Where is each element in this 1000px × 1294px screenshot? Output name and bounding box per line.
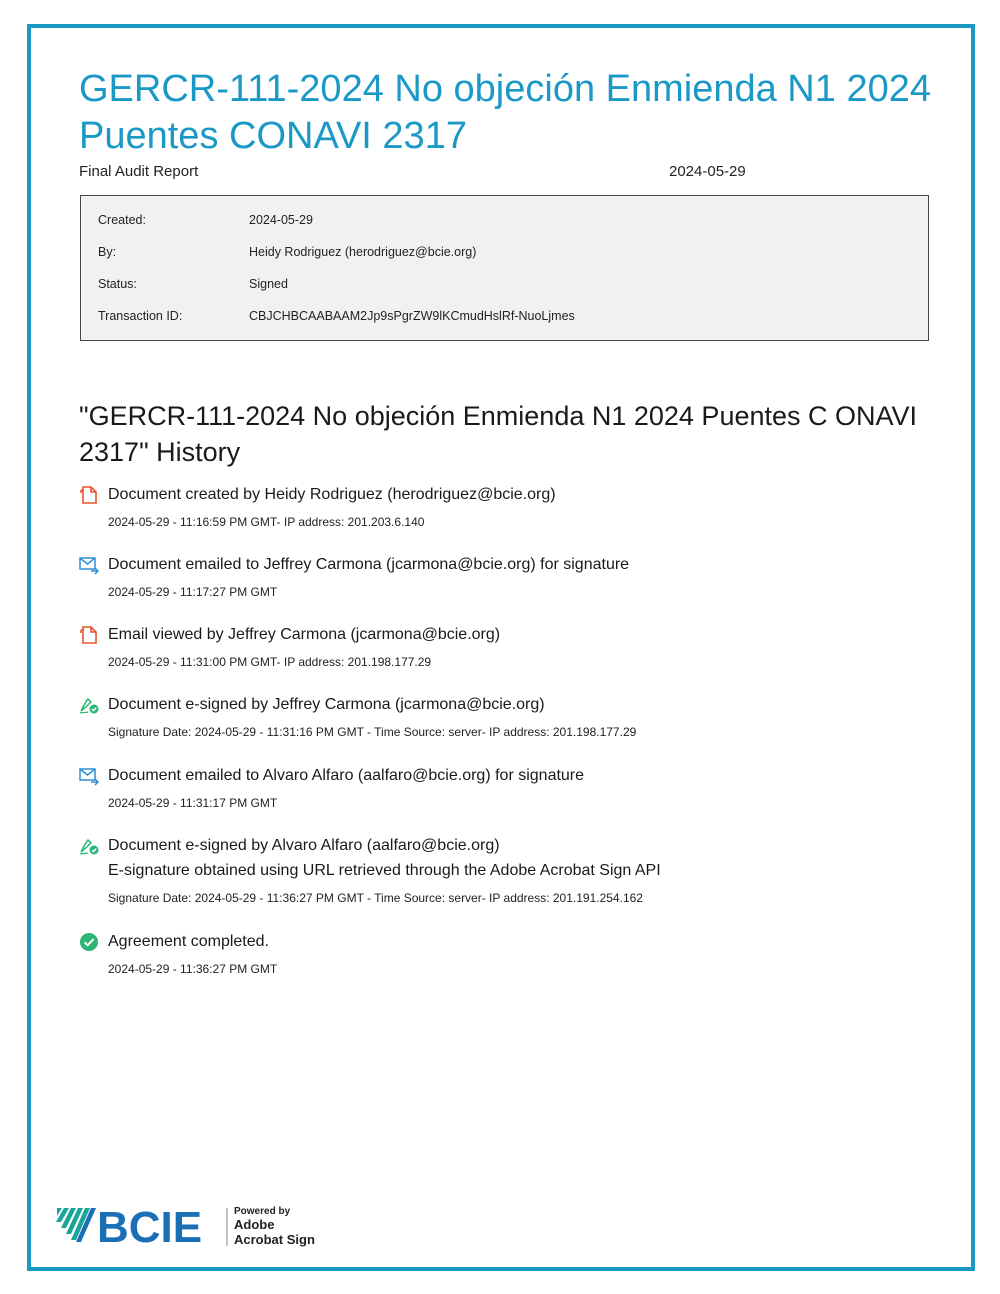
document-icon bbox=[79, 485, 99, 505]
summary-value: 2024-05-29 bbox=[249, 213, 313, 227]
event-text: Agreement completed. bbox=[108, 933, 269, 950]
adobe-label: Adobe bbox=[234, 1217, 275, 1232]
event-meta: Signature Date: 2024-05-29 - 11:36:27 PM GMT - Time Source: server- IP address: 201.191.254.162 bbox=[108, 891, 643, 905]
summary-label: Status: bbox=[98, 277, 137, 291]
event-meta: Signature Date: 2024-05-29 - 11:31:16 PM GMT - Time Source: server- IP address: 201.198.177.29 bbox=[108, 725, 637, 739]
event-meta: 2024-05-29 - 11:16:59 PM GMT- IP address: 201.203.6.140 bbox=[108, 515, 425, 529]
report-subtitle: Final Audit Report bbox=[79, 163, 199, 180]
event-meta: 2024-05-29 - 11:36:27 PM GMT bbox=[108, 962, 278, 976]
acrobat-sign-label: Acrobat Sign bbox=[234, 1232, 315, 1247]
event-meta: 2024-05-29 - 11:31:00 PM GMT- IP address: 201.198.177.29 bbox=[108, 655, 432, 669]
email-icon bbox=[79, 766, 99, 786]
event-subtext: E-signature obtained using URL retrieved through the Adobe Acrobat Sign API bbox=[108, 862, 661, 879]
summary-value: Signed bbox=[249, 277, 288, 291]
logo-wordmark: BCIE bbox=[97, 1203, 203, 1252]
event-meta: 2024-05-29 - 11:17:27 PM GMT bbox=[108, 585, 278, 599]
signature-icon bbox=[79, 836, 99, 856]
summary-value: CBJCHBCAABAAM2Jp9sPgrZW9lKCmudHslRf-NuoLjmes bbox=[249, 309, 575, 323]
event-text: Email viewed by Jeffrey Carmona (jcarmona@bcie.org) bbox=[108, 626, 501, 643]
event-text: Document emailed to Alvaro Alfaro (aalfaro@bcie.org) for signature bbox=[108, 767, 585, 784]
event-meta: 2024-05-29 - 11:31:17 PM GMT bbox=[108, 796, 278, 810]
document-icon bbox=[79, 625, 99, 645]
signature-icon bbox=[79, 695, 99, 715]
summary-value: Heidy Rodriguez (herodriguez@bcie.org) bbox=[249, 245, 477, 259]
email-icon bbox=[79, 555, 99, 575]
history-title: "GERCR-111-2024 No objeción Enmienda N1 2024 Puentes C ONAVI 2317" History bbox=[79, 401, 918, 467]
event-text: Document e-signed by Alvaro Alfaro (aalfaro@bcie.org) bbox=[108, 837, 500, 854]
document-title: GERCR-111-2024 No objeción Enmienda N1 2024 Puentes CONAVI 2317 bbox=[79, 68, 931, 157]
check-circle-icon bbox=[79, 932, 99, 952]
event-text: Document created by Heidy Rodriguez (herodriguez@bcie.org) bbox=[108, 486, 556, 503]
event-text: Document e-signed by Jeffrey Carmona (jcarmona@bcie.org) bbox=[108, 696, 545, 713]
summary-label: By: bbox=[98, 245, 117, 259]
report-date: 2024-05-29 bbox=[669, 163, 746, 180]
powered-by-label: Powered by bbox=[234, 1206, 291, 1217]
event-text: Document emailed to Jeffrey Carmona (jcarmona@bcie.org) for signature bbox=[108, 556, 630, 573]
summary-box bbox=[80, 195, 929, 341]
summary-label: Created: bbox=[98, 213, 146, 227]
powered-by-block bbox=[234, 1206, 315, 1247]
summary-label: Transaction ID: bbox=[98, 309, 183, 323]
